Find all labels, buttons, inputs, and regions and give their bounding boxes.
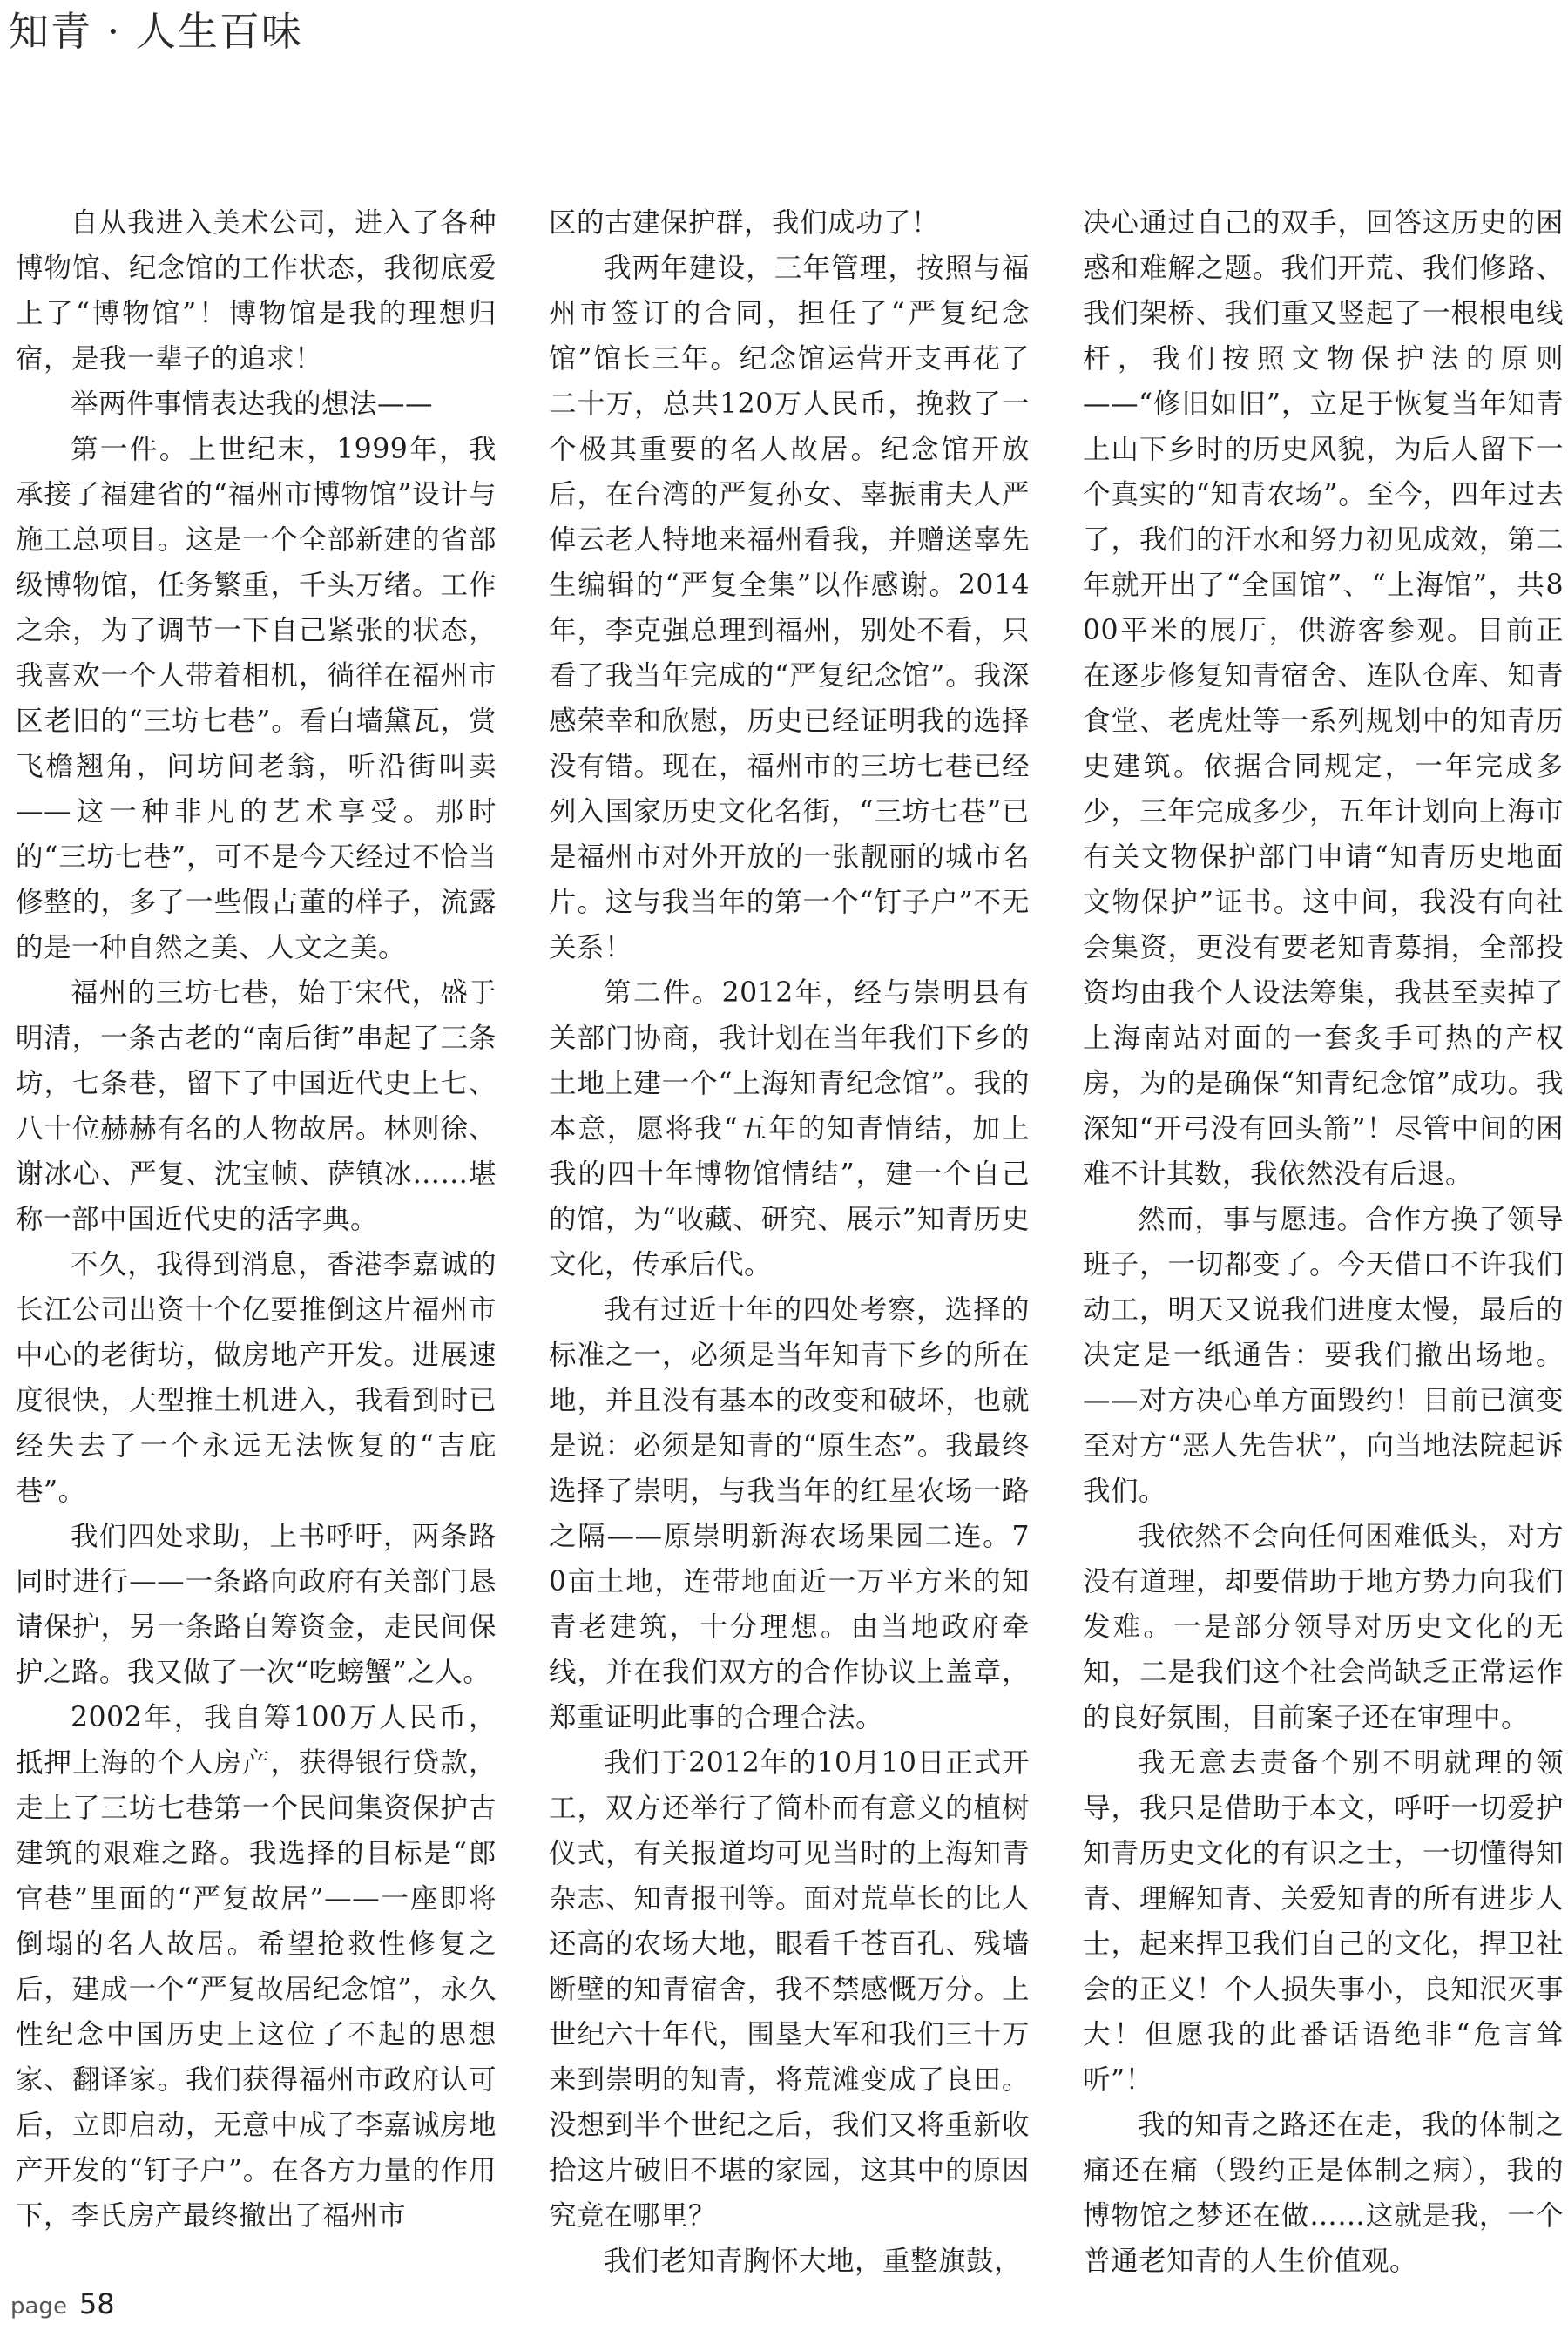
text-column-1 xyxy=(16,200,497,2239)
paragraph: 我两年建设，三年管理，按照与福州市签订的合同，担任了“严复纪念馆”馆长三年。纪念馆运营开支再花了二十万，总共120万人民币，挽救了一个极其重要的名人故居。纪念馆开放后，在台湾的严复孙女、辜振甫夫人严倬云老人特地来福州看我，并赠送辜先生编辑的“严复全集”以作感谢。2014年，李克强总理到福州，别处不看，只看了我当年完成的“严复纪念馆”。我深感荣幸和欣慰，历史已经证明我的选择没有错。现在，福州市的三坊七巷已经列入国家历史文化名街，“三坊七巷”已是福州市对外开放的一张靓丽的城市名片。这与我当年的第一个“钉子户”不无关系！ xyxy=(549,253,1030,963)
paragraph: 不久，我得到消息，香港李嘉诚的长江公司出资十个亿要推倒这片福州市中心的老街坊，做房地产开发。进展速度很快，大型推土机进入，我看到时已经失去了一个永远无法恢复的“吉庇巷”。 xyxy=(16,1249,497,1507)
paragraph: 我有过近十年的四处考察，选择的标准之一，必须是当年知青下乡的所在地，并且没有基本的改变和破坏，也就是说：必须是知青的“原生态”。我最终选择了崇明，与我当年的红星农场一路之隔——原崇明新海农场果园二连。70亩土地，连带地面近一万平方米的知青老建筑，十分理想。由当地政府牵线，并在我们双方的合作协议上盖章，郑重证明此事的合理合法。 xyxy=(549,1294,1030,1733)
page-number: 58 xyxy=(78,2287,115,2320)
paragraph: 举两件事情表达我的想法—— xyxy=(71,388,434,420)
paragraph: 我们于2012年的10月10日正式开工，双方还举行了简朴而有意义的植树仪式，有关报道均可见当时的上海知青杂志、知青报刊等。面对荒草长的比人还高的农场大地，眼看千苍百孔、残墙断壁的知青宿舍，我不禁感慨万分。上世纪六十年代，围垦大军和我们三十万来到崇明的知青，将荒滩变成了良田。没想到半个世纪之后，我们又将重新收拾这片破旧不堪的家园，这其中的原因究竟在哪里？ xyxy=(549,1747,1030,2232)
paragraph: 第二件。2012年，经与崇明县有关部门协商，我计划在当年我们下乡的土地上建一个“上海知青纪念馆”。我的本意，愿将我“五年的知青情结，加上我的四十年博物馆情结”，建一个自己的馆，为“收藏、研究、展示”知青历史文化，传承后代。 xyxy=(549,977,1030,1280)
paragraph: 我们四处求助，上书呼吁，两条路同时进行——一条路向政府有关部门恳请保护，另一条路自筹资金，走民间保护之路。我又做了一次“吃螃蟹”之人。 xyxy=(16,1521,497,1688)
text-column-3 xyxy=(1083,200,1564,2284)
paragraph: 我的知青之路还在走，我的体制之痛还在痛（毁约正是体制之病），我的博物馆之梦还在做……这就是我，一个普通老知青的人生价值观。 xyxy=(1083,2110,1564,2277)
paragraph: 我依然不会向任何困难低头，对方没有道理，却要借助于地方势力向我们发难。一是部分领导对历史文化的无知，二是我们这个社会尚缺乏正常运作的良好氛围，目前案子还在审理中。 xyxy=(1083,1521,1564,1733)
paragraph-continued: 决心通过自己的双手，回答这历史的困惑和难解之题。我们开荒、我们修路、我们架桥、我们重又竖起了一根根电线杆，我们按照文物保护法的原则——“修旧如旧”，立足于恢复当年知青上山下乡时的历史风貌，为后人留下一个真实的“知青农场”。至今，四年过去了，我们的汗水和努力初见成效，第二年就开出了“全国馆”、“上海馆”，共800平米的展厅，供游客参观。目前正在逐步修复知青宿舍、连队仓库、知青食堂、老虎灶等一系列规划中的知青历史建筑。依据合同规定，一年完成多少，三年完成多少，五年计划向上海市有关文物保护部门申请“知青历史地面文物保护”证书。这中间，我没有向社会集资，更没有要老知青募捐，全部投资均由我个人设法筹集，我甚至卖掉了上海南站对面的一套炙手可热的产权房，为的是确保“知青纪念馆”成功。我深知“开弓没有回头箭”！尽管中间的困难不计其数，我依然没有后退。 xyxy=(1083,207,1564,1190)
page-label: page xyxy=(10,2293,67,2320)
section-header-title: 知青 · 人生百味 xyxy=(9,8,303,55)
paragraph: 自从我进入美术公司，进入了各种博物馆、纪念馆的工作状态，我彻底爱上了“博物馆”！博物馆是我的理想归宿，是我一辈子的追求！ xyxy=(16,207,497,375)
paragraph-continued: 区的古建保护群，我们成功了！ xyxy=(549,207,940,239)
paragraph: 我们老知青胸怀大地，重整旗鼓， xyxy=(604,2246,1023,2277)
page-footer xyxy=(10,2287,115,2331)
paragraph: 福州的三坊七巷，始于宋代，盛于明清，一条古老的“南后街”串起了三条坊，七条巷，留下了中国近代史上七、八十位赫赫有名的人物故居。林则徐、谢冰心、严复、沈宝帧、萨镇冰……堪称一部中国近代史的活字典。 xyxy=(16,977,497,1235)
paragraph: 我无意去责备个别不明就理的领导，我只是借助于本文，呼吁一切爱护知青历史文化的有识之士，一切懂得知青、理解知青、关爱知青的所有进步人士，起来捍卫我们自己的文化，捍卫社会的正义！个人损失事小，良知泯灭事大！但愿我的此番话语绝非“危言耸听”！ xyxy=(1083,1747,1564,2096)
paragraph: 第一件。上世纪末，1999年，我承接了福建省的“福州市博物馆”设计与施工总项目。这是一个全部新建的省部级博物馆，任务繁重，千头万绪。工作之余，为了调节一下自己紧张的状态，我喜欢一个人带着相机，徜徉在福州市区老旧的“三坊七巷”。看白墙黛瓦，赏飞檐翘角，问坊间老翁，听沿街叫卖——这一种非凡的艺术享受。那时的“三坊七巷”，可不是今天经过不恰当修整的，多了一些假古董的样子，流露的是一种自然之美、人文之美。 xyxy=(16,434,497,963)
paragraph: 2002年，我自筹100万人民币，抵押上海的个人房产，获得银行贷款，走上了三坊七巷第一个民间集资保护古建筑的艰难之路。我选择的目标是“郎官巷”里面的“严复故居”——一座即将倒塌的名人故居。希望抢救性修复之后，建成一个“严复故居纪念馆”，永久性纪念中国历史上这位了不起的思想家、翻译家。我们获得福州市政府认可后，立即启动，无意中成了李嘉诚房地产开发的“钉子户”。在各方力量的作用下，李氏房产最终撤出了福州市 xyxy=(16,1702,497,2232)
text-column-2 xyxy=(549,200,1030,2284)
paragraph: 然而，事与愿违。合作方换了领导班子，一切都变了。今天借口不许我们动工，明天又说我们进度太慢，最后的决定是一纸通告：要我们撤出场地。——对方决心单方面毁约！目前已演变至对方“恶人先告状”，向当地法院起诉我们。 xyxy=(1083,1204,1564,1507)
